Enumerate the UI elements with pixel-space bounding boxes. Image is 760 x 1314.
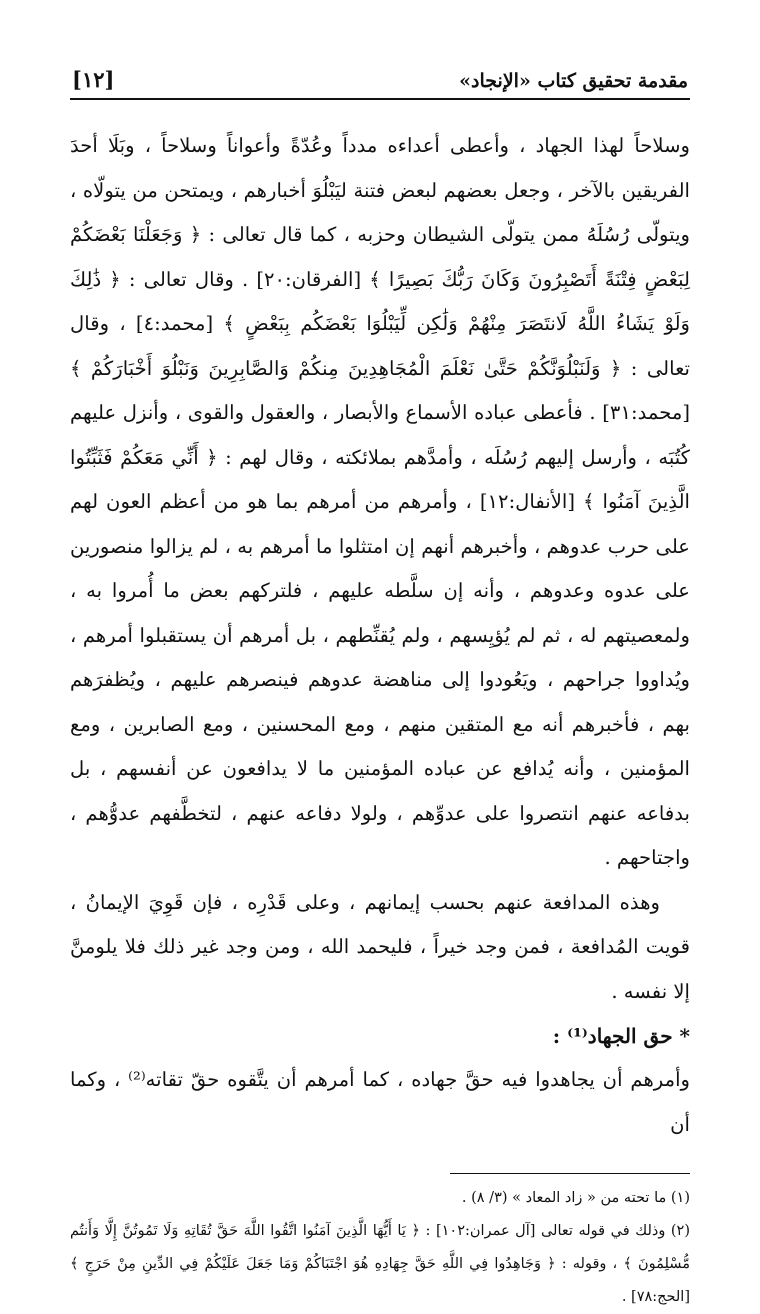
paragraph-3: وأمرهم أن يجاهدوا فيه حقَّ جهاده ، كما أمرهم أن يتَّقوه حقّ تقاته⁽²⁾ ، وكما أن	[70, 1068, 690, 1136]
main-text	[70, 124, 690, 1147]
page-number: [١٢]	[72, 67, 115, 92]
footnotes	[70, 1182, 690, 1314]
footnote-separator-wrap	[70, 1147, 690, 1182]
paragraph-2: وهذه المدافعة عنهم بحسب إيمانهم ، وعلى قَدْرِه ، فإن قَوِيَ الإيمانُ ، قويت المُدافعة ، فمن وجد خيراً ، فليحمد الله ، ومن وجد غير ذلك فلا يلومنَّ إلا نفسه .	[70, 890, 690, 1003]
book-page	[70, 52, 691, 1305]
footnote-separator	[450, 1173, 690, 1174]
page-header	[70, 52, 690, 100]
section-heading: * حق الجهاد⁽¹⁾ :	[552, 1024, 690, 1048]
footnote-2: (٢) وذلك في قوله تعالى [آل عمران:١٠٢] : ﴿ يَا أَيُّهَا الَّذِينَ آمَنُوا اتَّقُوا اللَّهَ حَقَّ تُقَاتِهِ وَلَا تَمُوتُنَّ إِلَّا وَأَنتُم مُّسْلِمُونَ ﴾ ، وقوله : ﴿ وَجَاهِدُوا فِي اللَّهِ حَقَّ جِهَادِهِ هُوَ اجْتَبَاكُمْ وَمَا جَعَلَ عَلَيْكُمْ فِي الدِّينِ مِنْ حَرَجٍ ﴾ [الحج:٧٨] .	[70, 1223, 691, 1305]
footnote-1: (١) ما تحته من « زاد المعاد » (٣/ ٨) .	[461, 1190, 690, 1206]
running-title: مقدمة تحقيق كتاب «الإنجاد»	[459, 70, 688, 92]
paragraph-1: وسلاحاً لهذا الجهاد ، وأعطى أعداءه مدداً وعُدّةً وأعواناً وسلاحاً ، وبَلَا أحدَ الفريقين بالآخر ، وجعل بعضهم لبعض فتنة ليَبْلُوَ أخبارهم ، ويمتحن من يتولّاه ، ويتولّى رُسُلَهُ ممن يتولّى الشيطان وحزبه ، كما قال تعالى : ﴿ وَجَعَلْنَا بَعْضَكُمْ لِبَعْضٍ فِتْنَةً أَتَصْبِرُونَ وَكَانَ رَبُّكَ بَصِيرًا ﴾ [الفرقان:٢٠] . وقال تعالى : ﴿ ذَٰلِكَ وَلَوْ يَشَاءُ اللَّهُ لَانتَصَرَ مِنْهُمْ وَلَٰكِن لِّيَبْلُوَا بَعْضَكُم بِبَعْضٍ ﴾ [محمد:٤] ، وقال تعالى : ﴿ وَلَنَبْلُوَنَّكُمْ حَتَّىٰ نَعْلَمَ الْمُجَاهِدِينَ مِنكُمْ وَالصَّابِرِينَ وَنَبْلُوَ أَخْبَارَكُمْ ﴾ [محمد:٣١] . فأعطى عباده الأسماع والأبصار ، والعقول والقوى ، وأنزل عليهم كُتُبَه ، وأرسل إليهم رُسُلَه ، وأمدَّهم بملائكته ، وقال لهم : ﴿ أَنِّي مَعَكُمْ فَثَبِّتُوا الَّذِينَ آمَنُوا ﴾ [الأنفال:١٢] ، وأمرهم من أمرهم بما هو من أعظم العون لهم على حرب عدوهم ، وأخبرهم أنهم إن امتثلوا ما أمرهم به ، لم يزالوا منصورين على عدوه وعدوهم ، وأنه إن سلَّطه عليهم ، فلتركهم بعض ما أُمروا به ، ولمعصيتهم له ، ثم لم يُؤيِسهم ، ولم يُقنِّطهم ، بل أمرهم أن يستقبلوا أمرهم ، ويُداووا جراحهم ، ويَعُودوا إلى مناهضة عدوهم فينصرهم عليهم ، ويُظفرَهم بهم ، فأخبرهم أنه مع المتقين منهم ، ومع المحسنين ، ومع الصابرين ، ومع المؤمنين ، وأنه يُدافع عن عباده المؤمنين ما لا يدافعون عن أنفسهم ، بل بدفاعه عنهم انتصروا على عدوِّهم ، ولولا دفاعه عنهم ، لتخطَّفهم عدوُّهم ، واجتاحهم .	[70, 134, 690, 869]
